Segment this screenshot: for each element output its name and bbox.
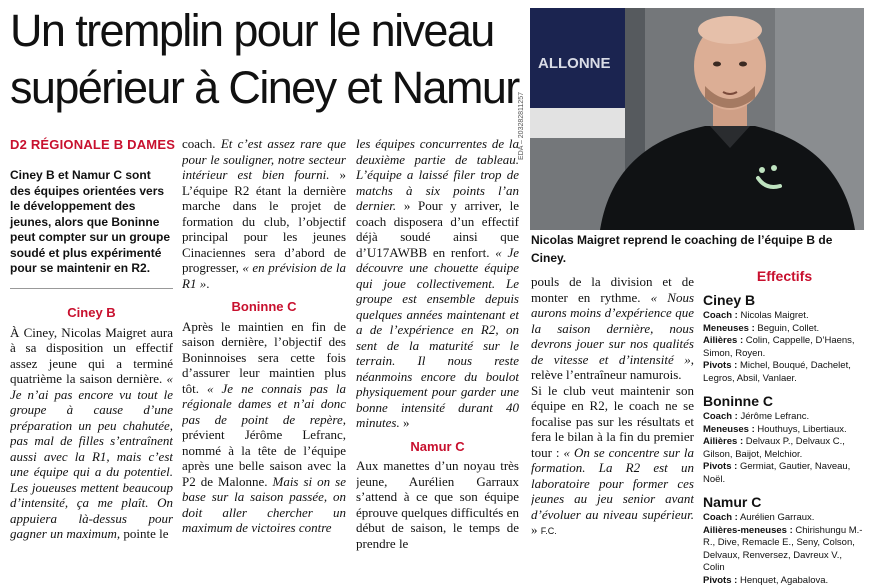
- roster-line: Coach : Aurélien Garraux.: [703, 512, 866, 525]
- roster-line: Meneuses : Houthuys, Libertiaux.: [703, 424, 866, 437]
- roster-line: Pivots : Henquet, Agabalova.: [703, 575, 866, 587]
- subhead-boninne-c: Boninne C: [182, 299, 346, 315]
- effectifs-title: Effectifs: [703, 268, 866, 284]
- team-name: Boninne C: [703, 393, 866, 409]
- divider: [10, 288, 173, 289]
- article-column-4: [531, 274, 694, 575]
- body-paragraph: Si le club veut maintenir son équipe en R2, le coach ne se focalise pas sur les résultats et fera le bilan à la fin du premier tour : « On se concentre sur la formation. La R2 est un laboratoire pour former ces jeunes au jeu senior avant d’évoluer au niveau supérieur. » F.C.: [531, 383, 694, 540]
- coach-photo-illustration: [530, 8, 864, 230]
- roster-line: Pivots : Michel, Bouqué, Dachelet, Legros, Absil, Vanlaer.: [703, 360, 866, 385]
- effectifs-box: [703, 268, 866, 587]
- subhead-namur-c: Namur C: [356, 439, 519, 455]
- roster-line: Coach : Jérôme Lefranc.: [703, 411, 866, 424]
- body-paragraph: Aux manettes d’un noyau très jeune, Aurélien Garraux s’attend à ce que son équipe éprouve quelques difficultés en début de saison, le temps de prendre le: [356, 458, 519, 551]
- body-paragraph: coach. Et c’est assez rare que pour le souligner, notre secteur intérieur est bien fourni. » L’équipe R2 étant la dernière marche dans le projet de formation du club, l’objectif principal pour les jeunes Cinaciennes sera d’abord de progresser, « en prévision de la R1 ».: [182, 136, 346, 291]
- roster-line: Ailières : Colin, Cappelle, D’Haens, Simon, Royen.: [703, 335, 866, 360]
- article-column-1: [10, 305, 173, 575]
- coach-photo: [530, 8, 864, 230]
- body-paragraph: Après le maintien en fin de saison dernière, l’objectif des Boninnoises sera cette fois d’assurer leur maintien plus tôt. « Je ne connais pas la régionale dames et n’ai donc pas de point de repère, prévient Jérôme Lefranc, nommé à la tête de l’équipe après une belle saison avec la P2 de Malonne. Mais si on se base sur la saison passée, on doit aller chercher un maximum de victoires contre: [182, 319, 346, 536]
- roster-line: Ailières : Delvaux P., Delvaux C., Gilson, Baijot, Melchior.: [703, 436, 866, 461]
- body-paragraph: pouls de la division et de monter en rythme. « Nous aurons moins d’expérience que la saison dernière, nous devrons jouer sur nos qualités de vitesse et d’intensité », relève l’entraîneur namurois.: [531, 274, 694, 383]
- body-paragraph: les équipes concurrentes de la deuxième partie de tableau. L’équipe a laissé filer trop de matchs à six points l’an dernier. » Pour y arriver, le coach disposera d’un effectif déjà soudé ainsi que d’U17AWBB en renfort. « Je découvre une chouette équipe qui joue collectivement. Le groupe est ensemble depuis quelques années maintenant et a de l’expérience en R2, on sent de la maturité sur le terrain. Il nous reste néanmoins encore du boulot physiquement pour garder une bonne intensité durant 40 minutes. »: [356, 136, 519, 431]
- author-signature: F.C.: [541, 526, 557, 536]
- roster-line: Coach : Nicolas Maigret.: [703, 310, 866, 323]
- subhead-ciney-b: Ciney B: [10, 305, 173, 321]
- lead-paragraph: Ciney B et Namur C sont des équipes orientées vers le développement des jeunes, alors que Boninne peut compter sur un groupe soudé et plus expérimenté pour se maintenir en R2.: [10, 168, 173, 277]
- roster-line: Meneuses : Beguin, Collet.: [703, 323, 866, 336]
- article-column-3: [356, 136, 519, 575]
- banner-text: ALLONNE: [538, 55, 611, 72]
- team-name: Ciney B: [703, 292, 866, 308]
- roster-line: Ailières-meneuses : Chirishungu M.-R., Dive, Remacle E., Seny, Colson, Delvaux, Renversez, Davreux V., Colin: [703, 525, 866, 575]
- team-name: Namur C: [703, 494, 866, 510]
- photo-caption: Nicolas Maigret reprend le coaching de l’équipe B de Ciney.: [531, 231, 863, 267]
- article-column-2: [182, 136, 346, 575]
- roster-line: Pivots : Germiat, Gautier, Naveau, Noël.: [703, 461, 866, 486]
- section-kicker: D2 RÉGIONALE B DAMES: [10, 137, 175, 152]
- headline: Un tremplin pour le niveau supérieur à Ciney et Namur: [10, 2, 525, 116]
- photo-credit: EDA – 203282811257: [518, 92, 525, 160]
- body-paragraph: À Ciney, Nicolas Maigret aura à sa disposition un effectif assez jeune qui a terminé quatrième la saison dernière. « Je n’ai pas encore vu tout le groupe à cause d’une préparation un peu chahutée, pas mal de filles s’entraînent aussi avec la R1, mais c’est une équipe qui a du potentiel. Les joueuses mettent beaucoup d’intensité, ça me plaît. On appuiera là-dessus pour gagner un maximum, pointe le: [10, 325, 173, 542]
